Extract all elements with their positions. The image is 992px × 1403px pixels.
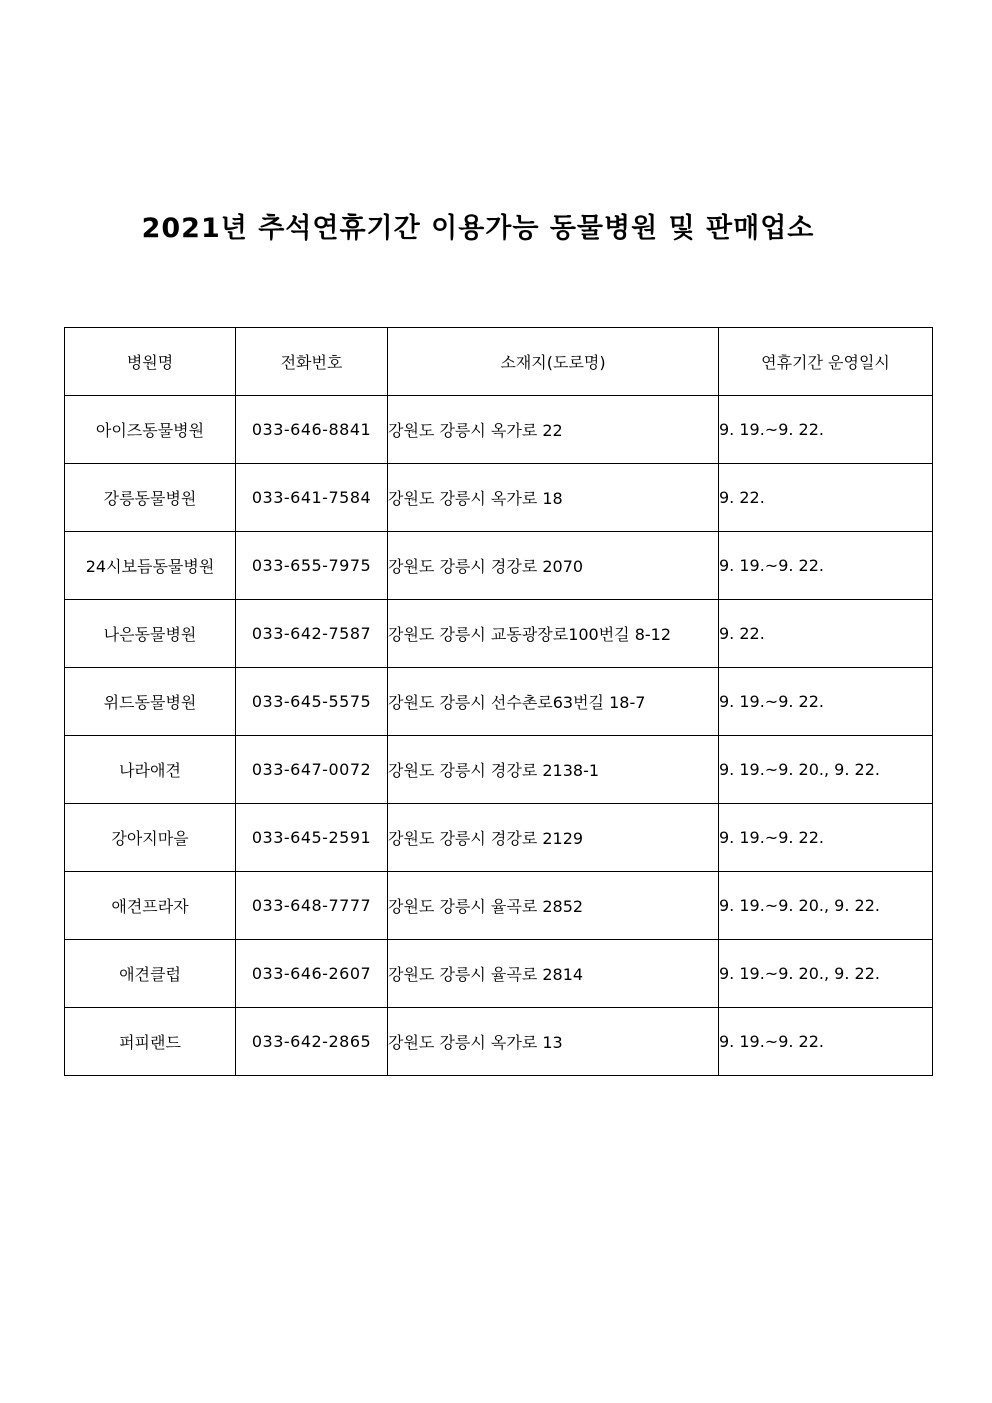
hospital-table (64, 327, 933, 1076)
holiday-hours-cell: 9. 19.~9. 22. (719, 396, 933, 464)
hospital-name-cell: 아이즈동물병원 (65, 396, 236, 464)
phone-cell: 033-642-2865 (236, 1008, 388, 1076)
phone-cell: 033-642-7587 (236, 600, 388, 668)
address-cell: 강원도 강릉시 옥가로 18 (388, 464, 719, 532)
phone-cell: 033-641-7584 (236, 464, 388, 532)
table-row (65, 532, 933, 600)
page-title: 2021년 추석연휴기간 이용가능 동물병원 및 판매업소 (141, 213, 815, 244)
phone-cell: 033-646-2607 (236, 940, 388, 1008)
holiday-hours-cell: 9. 19.~9. 22. (719, 1008, 933, 1076)
holiday-hours-cell: 9. 19.~9. 20., 9. 22. (719, 940, 933, 1008)
address-cell: 강원도 강릉시 교동광장로100번길 8-12 (388, 600, 719, 668)
hospital-name-cell: 강릉동물병원 (65, 464, 236, 532)
address-cell: 강원도 강릉시 율곡로 2852 (388, 872, 719, 940)
table-row (65, 804, 933, 872)
hospital-name-cell: 퍼피랜드 (65, 1008, 236, 1076)
hospital-name-cell: 애견클럽 (65, 940, 236, 1008)
phone-cell: 033-647-0072 (236, 736, 388, 804)
table-row (65, 600, 933, 668)
table-row (65, 872, 933, 940)
table-row (65, 668, 933, 736)
phone-cell: 033-646-8841 (236, 396, 388, 464)
hospital-name-cell: 위드동물병원 (65, 668, 236, 736)
address-cell: 강원도 강릉시 경강로 2070 (388, 532, 719, 600)
phone-cell: 033-645-5575 (236, 668, 388, 736)
address-cell: 강원도 강릉시 옥가로 13 (388, 1008, 719, 1076)
phone-cell: 033-648-7777 (236, 872, 388, 940)
holiday-hours-cell: 9. 19.~9. 20., 9. 22. (719, 872, 933, 940)
hospital-name-cell: 애견프라자 (65, 872, 236, 940)
table-row (65, 396, 933, 464)
phone-cell: 033-655-7975 (236, 532, 388, 600)
address-cell: 강원도 강릉시 경강로 2138-1 (388, 736, 719, 804)
header-hospital-name: 병원명 (65, 328, 236, 396)
table-header-row (65, 328, 933, 396)
header-address: 소재지(도로명) (388, 328, 719, 396)
holiday-hours-cell: 9. 22. (719, 600, 933, 668)
hospital-name-cell: 강아지마을 (65, 804, 236, 872)
table-row (65, 1008, 933, 1076)
table-row (65, 464, 933, 532)
header-holiday-hours: 연휴기간 운영일시 (719, 328, 933, 396)
address-cell: 강원도 강릉시 선수촌로63번길 18-7 (388, 668, 719, 736)
table-row (65, 736, 933, 804)
holiday-hours-cell: 9. 22. (719, 464, 933, 532)
table-row (65, 940, 933, 1008)
holiday-hours-cell: 9. 19.~9. 22. (719, 804, 933, 872)
holiday-hours-cell: 9. 19.~9. 20., 9. 22. (719, 736, 933, 804)
holiday-hours-cell: 9. 19.~9. 22. (719, 668, 933, 736)
holiday-hours-cell: 9. 19.~9. 22. (719, 532, 933, 600)
address-cell: 강원도 강릉시 경강로 2129 (388, 804, 719, 872)
address-cell: 강원도 강릉시 옥가로 22 (388, 396, 719, 464)
hospital-name-cell: 나라애견 (65, 736, 236, 804)
address-cell: 강원도 강릉시 율곡로 2814 (388, 940, 719, 1008)
phone-cell: 033-645-2591 (236, 804, 388, 872)
header-phone: 전화번호 (236, 328, 388, 396)
hospital-name-cell: 나은동물병원 (65, 600, 236, 668)
hospital-name-cell: 24시보듬동물병원 (65, 532, 236, 600)
